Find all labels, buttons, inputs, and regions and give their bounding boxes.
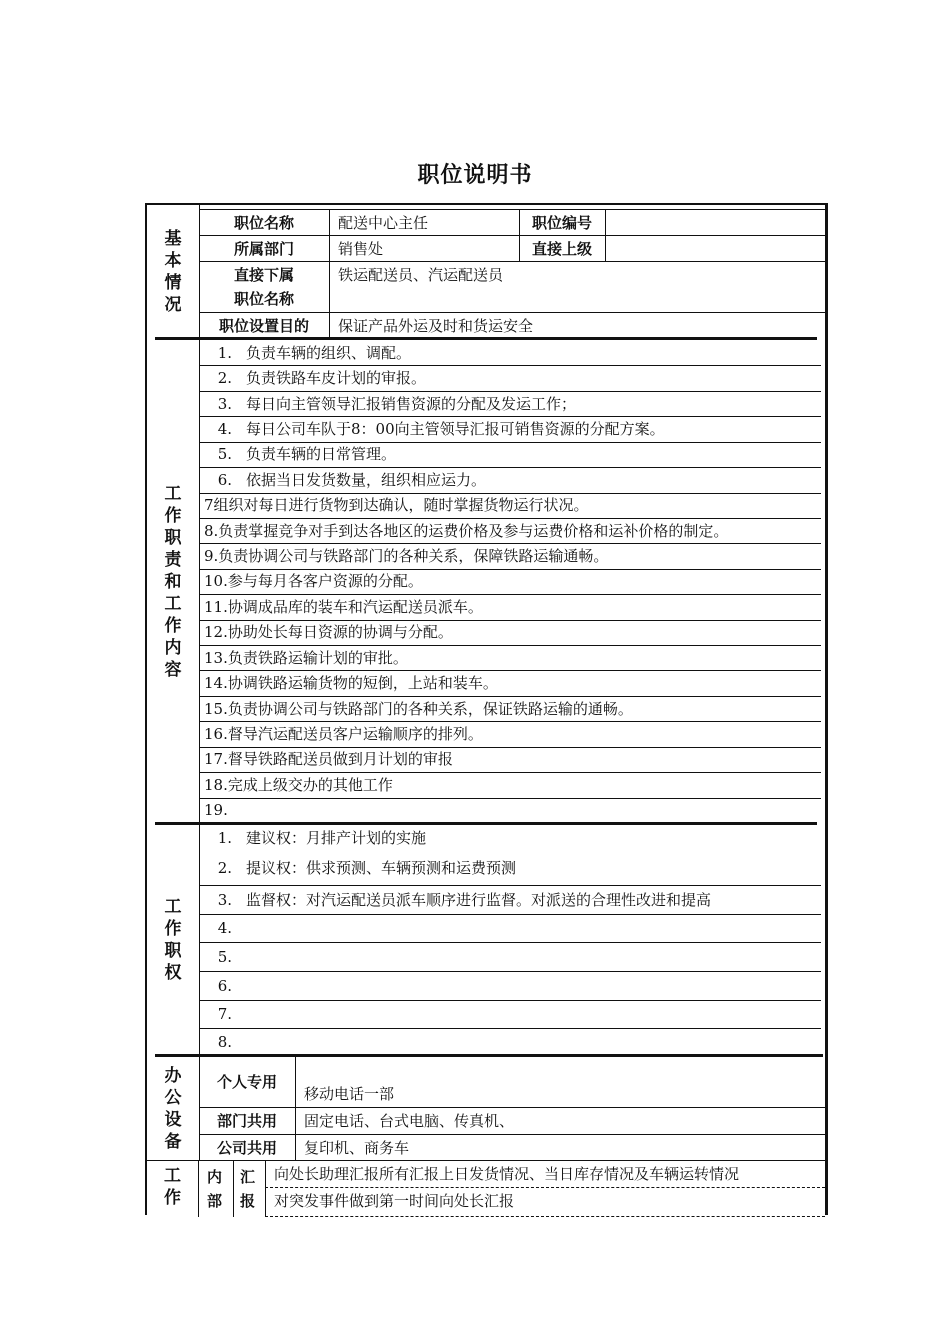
purpose-value: 保证产品外运及时和货运安全 bbox=[338, 316, 534, 335]
duty-item-text: 每日公司车队于8：00向主管领导汇报可销售资源的分配方案。 bbox=[246, 419, 665, 438]
duty-item-text: 16.督导汽运配送员客户运输顺序的排列。 bbox=[204, 725, 483, 744]
position-code-label: 职位编号 bbox=[531, 213, 592, 232]
duty-item-number: 1. bbox=[217, 343, 232, 362]
duty-item-text: 9.负责协调公司与铁路部门的各种关系，保障铁路运输通畅。 bbox=[204, 547, 609, 566]
duty-item bbox=[199, 391, 825, 416]
duty-item bbox=[199, 721, 825, 746]
authority-item-text: 监督权：对汽运配送员派车顺序进行监督。对派送的合理性改进和提高 bbox=[246, 890, 712, 909]
equipment-label: 办公设备 bbox=[147, 1057, 200, 1160]
authority-item-number: 8. bbox=[217, 1032, 232, 1051]
subordinate-label-2: 职位名称 bbox=[233, 289, 294, 308]
authority-item bbox=[199, 1028, 825, 1055]
department-label: 所属部门 bbox=[233, 239, 294, 258]
department-value: 销售处 bbox=[338, 239, 384, 258]
duty-item-text: 10.参与每月各客户资源的分配。 bbox=[204, 572, 423, 591]
authority-item-text: 建议权：月排产计划的实施 bbox=[246, 829, 427, 847]
duty-item bbox=[199, 569, 825, 594]
duty-item bbox=[199, 416, 825, 441]
duty-item-number: 3. bbox=[217, 394, 232, 413]
department-shared-value: 固定电话、台式电脑、传真机、 bbox=[304, 1112, 515, 1130]
position-name-value: 配送中心主任 bbox=[338, 213, 429, 232]
authority-item bbox=[199, 825, 825, 851]
personal-use-value: 移动电话一部 bbox=[304, 1085, 395, 1103]
duty-item bbox=[199, 645, 825, 670]
duty-item-text: 17.督导铁路配送员做到月计划的审报 bbox=[204, 750, 453, 769]
duty-item-text: 8.负责掌握竞争对手到达各地区的运费价格及参与运费价格和运补价格的制定。 bbox=[204, 521, 729, 540]
subordinate-label-1: 直接下属 bbox=[233, 265, 294, 284]
authority-section bbox=[147, 825, 825, 1055]
company-shared-value: 复印机、商务车 bbox=[304, 1138, 410, 1157]
authority-item bbox=[199, 885, 825, 914]
authority-item-text: 提议权：供求预测、车辆预测和运费预测 bbox=[246, 859, 517, 877]
duty-item-text: 12.协助处长每日资源的协调与分配。 bbox=[204, 623, 453, 642]
duty-item bbox=[199, 696, 825, 721]
company-shared-label: 公司共用 bbox=[216, 1138, 277, 1157]
authority-item bbox=[199, 1000, 825, 1028]
report-line-1: 向处长助理汇报所有汇报上日发货情况、当日库存情况及车辆运转情况 bbox=[274, 1165, 740, 1183]
personal-use-label: 个人专用 bbox=[216, 1073, 277, 1091]
authority-item-number: 1. bbox=[217, 829, 232, 847]
duty-item-text: 负责车辆的日常管理。 bbox=[246, 445, 397, 464]
authority-item-number: 7. bbox=[217, 1005, 232, 1023]
authority-item bbox=[199, 971, 825, 1000]
authority-item-number: 2. bbox=[217, 859, 232, 877]
duties-label: 工作职责和工作内容 bbox=[147, 340, 200, 823]
authority-item-number: 6. bbox=[217, 976, 232, 995]
duty-item bbox=[199, 467, 825, 492]
duty-item bbox=[199, 340, 825, 365]
duty-item-text: 7组织对每日进行货物到达确认，随时掌握货物运行状况。 bbox=[204, 496, 589, 515]
duty-item bbox=[199, 493, 825, 518]
duty-item-text: 每日向主管领导汇报销售资源的分配及发运工作； bbox=[246, 394, 577, 413]
superior-value bbox=[605, 236, 825, 261]
duty-item-number: 5. bbox=[217, 445, 232, 464]
position-code-value bbox=[605, 210, 825, 235]
duty-item bbox=[199, 518, 825, 543]
duty-item bbox=[199, 747, 825, 772]
subordinates-value: 铁运配送员、汽运配送员 bbox=[338, 265, 504, 284]
internal-label: 内部 bbox=[207, 1168, 223, 1210]
authority-item-number: 3. bbox=[217, 890, 232, 909]
duty-item bbox=[199, 798, 825, 823]
authority-item-number: 4. bbox=[217, 919, 232, 937]
position-name-label: 职位名称 bbox=[233, 213, 294, 232]
basic-info-section bbox=[147, 205, 825, 338]
duty-item bbox=[199, 365, 825, 390]
purpose-label: 职位设置目的 bbox=[218, 316, 309, 335]
authority-item bbox=[199, 942, 825, 971]
work-section bbox=[147, 1161, 825, 1217]
duty-item-text: 负责铁路车皮计划的审报。 bbox=[246, 369, 427, 388]
department-shared-label: 部门共用 bbox=[216, 1112, 277, 1130]
duty-item-text: 依据当日发货数量，组织相应运力。 bbox=[246, 470, 487, 489]
page-title: 职位说明书 bbox=[417, 163, 533, 188]
authority-label: 工作职权 bbox=[147, 825, 200, 1055]
duty-item-text: 15.负责协调公司与铁路部门的各种关系，保证铁路运输的通畅。 bbox=[204, 699, 633, 718]
superior-label: 直接上级 bbox=[531, 239, 592, 258]
duty-item-text: 19. bbox=[204, 801, 228, 820]
duty-item-text: 18.完成上级交办的其他工作 bbox=[204, 775, 393, 794]
duty-item bbox=[199, 594, 825, 619]
duty-item bbox=[199, 670, 825, 695]
duty-item bbox=[199, 442, 825, 467]
duty-item-number: 2. bbox=[217, 369, 232, 388]
duty-item-text: 13.负责铁路运输计划的审批。 bbox=[204, 648, 408, 667]
duties-section bbox=[147, 340, 825, 823]
duty-item-number: 6. bbox=[217, 470, 232, 489]
equipment-section bbox=[147, 1057, 825, 1160]
duty-item-text: 14.协调铁路运输货物的短倒，上站和装车。 bbox=[204, 674, 498, 693]
duty-item bbox=[199, 772, 825, 797]
authority-item bbox=[199, 851, 825, 885]
work-label: 工作 bbox=[147, 1161, 199, 1217]
duty-item bbox=[199, 620, 825, 645]
job-description-table bbox=[145, 203, 828, 1215]
authority-item bbox=[199, 914, 825, 942]
authority-item-number: 5. bbox=[217, 947, 232, 966]
duty-item-number: 4. bbox=[217, 419, 232, 438]
report-label: 汇报 bbox=[240, 1168, 256, 1210]
duty-item-text: 负责车辆的组织、调配。 bbox=[246, 343, 412, 362]
duty-item-text: 11.协调成品库的装车和汽运配送员派车。 bbox=[204, 597, 483, 616]
duty-item bbox=[199, 543, 825, 568]
basic-info-label: 基本情况 bbox=[147, 205, 200, 338]
report-line-2: 对突发事件做到第一时间向处长汇报 bbox=[274, 1192, 515, 1210]
